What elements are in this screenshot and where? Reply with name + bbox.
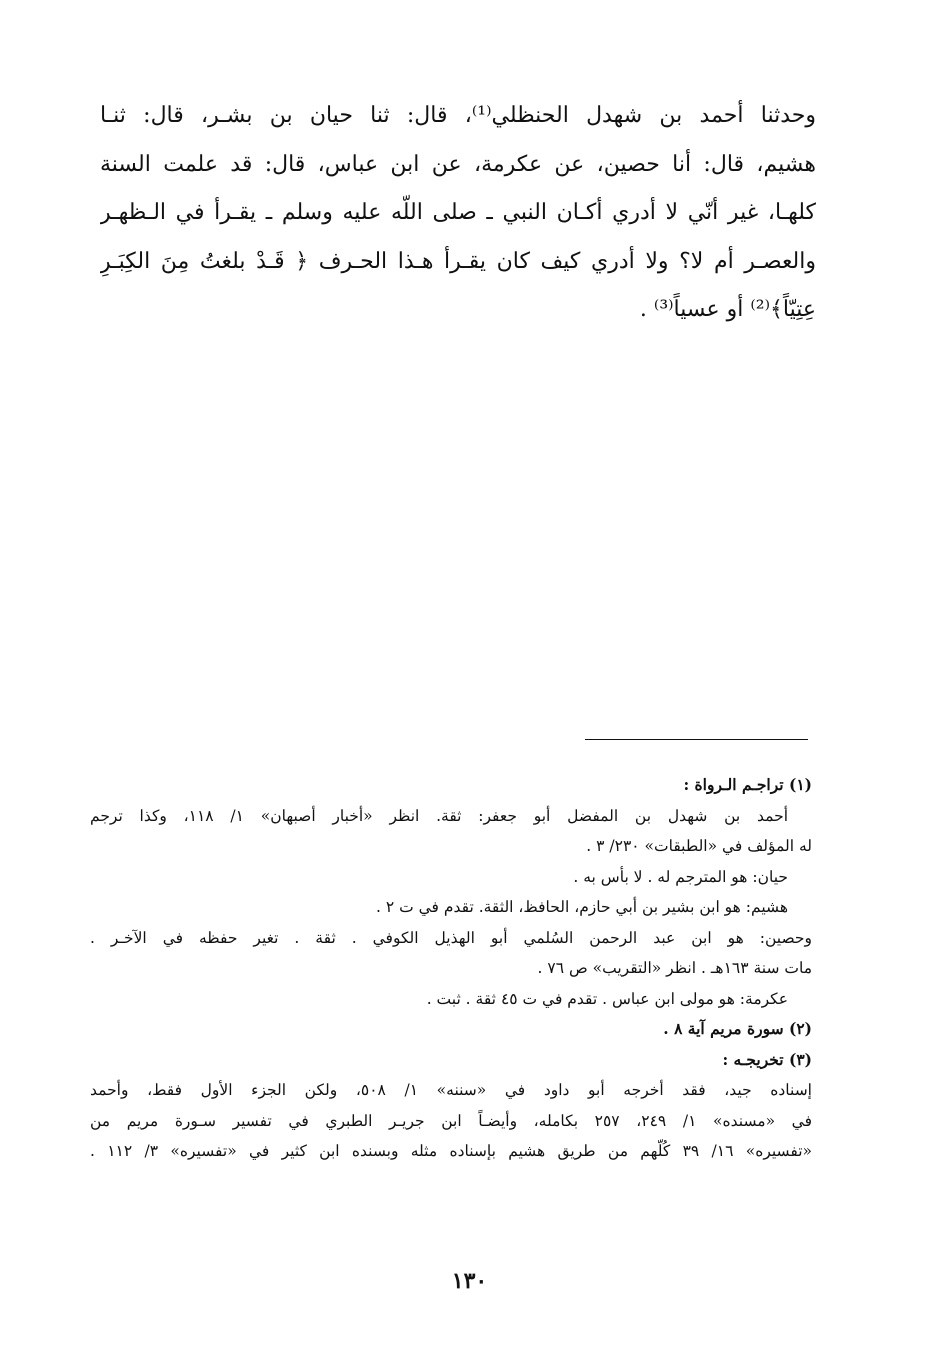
footnote-line: إسناده جيد، فقد أخرجه أبو داود في «سننه» ١/ ٥٠٨، ولكن الجزء الأول فقط، وأحمد — [90, 1081, 812, 1099]
footnotes-block — [90, 770, 812, 1167]
footnote-line: في «مسنده» ١/ ٢٤٩، ٢٥٧ بكامله، وأيضـاً ابن جريـر الطبري في تفسير سـورة مريم من — [90, 1111, 812, 1130]
footnote-line: له المؤلف في «الطبقات» ٢٣٠/ ٣ . — [586, 837, 812, 855]
footnote-line: مات سنة ١٦٣هـ . انظر «التقريب» ص ٧٦ . — [537, 959, 812, 977]
footnote-line: حيان: هو المترجم له . لا بأس به . — [573, 867, 788, 886]
footnote-line: هشيم: هو ابن بشير بن أبي حازم، الحافظ، الثقة. تقدم في ت ٢ . — [375, 898, 788, 916]
footnote-heading: (١) تراجـم الـرواة : — [683, 775, 812, 794]
footnote-line: أحمد بن شهدل بن المفضل أبو جعفر: ثقة. انظر «أخبار أصبهان» ١/ ١١٨، وكذا ترجم — [90, 806, 788, 825]
footnote-separator — [585, 739, 808, 740]
main-text-line: كلهـا، غير أنّي لا أدري أكـان النبي ـ صلى اللّه عليه وسلم ـ يقـرأ في الـظهـر — [100, 200, 816, 225]
footnote-line: وحصين: هو ابن عبد الرحمن السُلمي أبو الهذيل الكوفي . ثقة . تغير حفظه في الآخـر . — [90, 928, 812, 947]
main-text-line: هشيم، قال: أنا حصين، عن عكرمة، عن ابن عباس، قال: قد علمت السنة — [100, 151, 816, 177]
footnote-heading: (٣) تخريجـه : — [722, 1049, 812, 1069]
page-number: ١٣٠ — [451, 1268, 488, 1294]
footnote-heading: (٢) سورة مريم آية ٨ . — [663, 1019, 812, 1038]
footnote-line: «تفسيره» ١٦/ ٣٩ كُلّهم من طريق هشيم بإسناده مثله وبسنده ابن كثير في «تفسيره» ٣/ ١١٢ . — [90, 1142, 812, 1160]
main-text-line: وحدثنا أحمد بن شهدل الحنظلي⁽¹⁾، قال: ثنا حيان بن بشـر، قال: ثنـا — [100, 103, 816, 128]
main-text-line: عِتِيّاً﴾⁽²⁾ أو عسياً⁽³⁾ . — [639, 297, 816, 322]
main-text-line: والعصـر أم لا؟ ولا أدري كيف كان يقـرأ هـذا الحـرف ﴿ قَـدْ بلغتُ مِنَ الكِبَـرِ — [100, 248, 816, 274]
main-text-block — [100, 92, 816, 335]
footnote-line: عكرمة: هو مولى ابن عباس . تقدم في ت ٤٥ ثقة . ثبت . — [426, 989, 788, 1008]
